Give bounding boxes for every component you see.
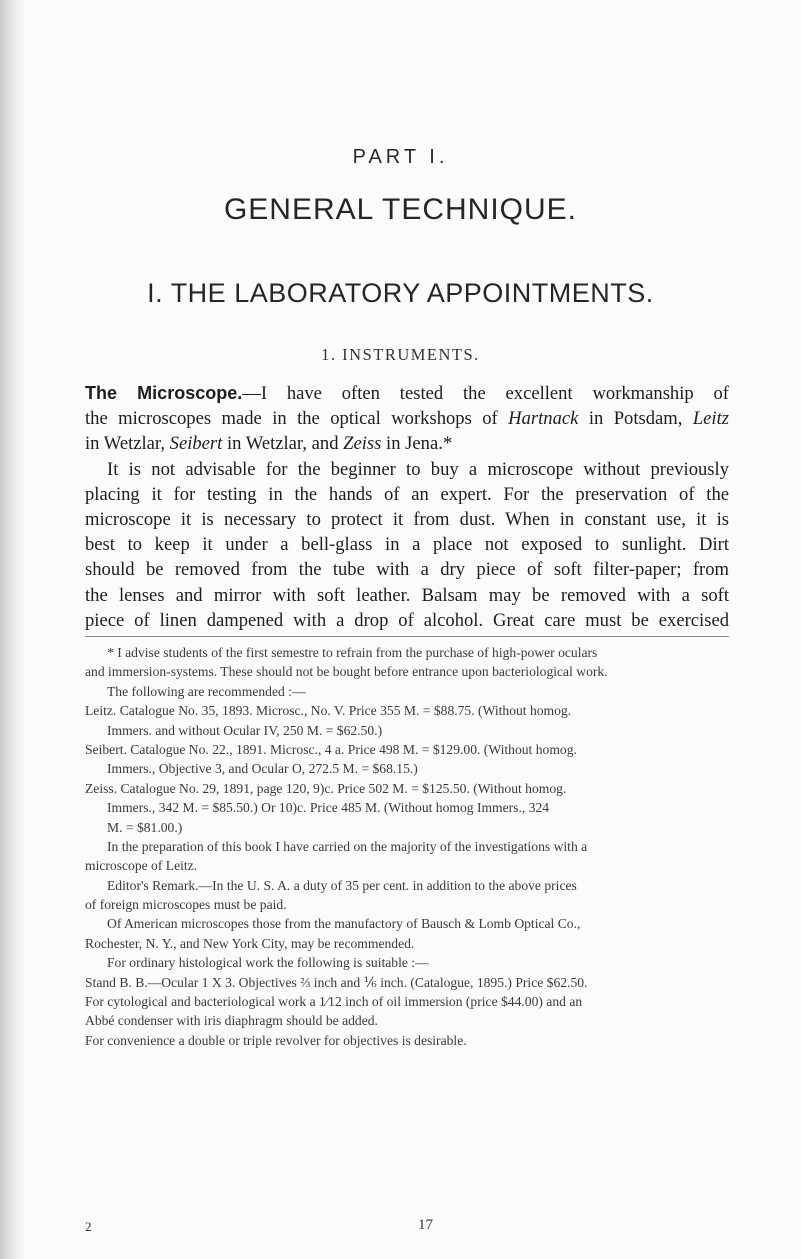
footnote-line: For convenience a double or triple revolver for objectives is desirable. (85, 1032, 467, 1048)
body-line: the lenses and mirror with soft leather. Balsam may be removed with a soft (85, 584, 729, 606)
microscope-heading: The Microscope. (85, 383, 243, 403)
footnote-line: Zeiss. Catalogue No. 29, 1891, page 120, 9)c. Price 502 M. = $125.50. (Without homog. (85, 780, 567, 796)
footnote-line: and immersion-systems. These should not be bought before entrance upon bacteriological work. (85, 664, 608, 680)
footnote-line: Immers. and without Ocular IV, 250 M. = $62.50.) (107, 722, 383, 738)
part-heading: PART I. (352, 146, 449, 168)
footnote-line: Immers., Objective 3, and Ocular O, 272.5 M. = $68.15.) (107, 761, 418, 777)
body-line: It is not advisable for the beginner to buy a microscope without previously (107, 458, 729, 480)
body-line: should be removed from the tube with a dry piece of soft filter-paper; from (85, 559, 729, 581)
body-line: in Wetzlar, Seibert in Wetzlar, and Zeiss in Jena.* (85, 433, 453, 455)
footnote-line: The following are recommended :— (107, 683, 306, 699)
body-line: best to keep it under a bell-glass in a place not exposed to sunlight. Dirt (85, 534, 729, 556)
footnote-line: * I advise students of the first semestre to refrain from the purchase of high-power oculars (107, 645, 598, 660)
footnotes (85, 643, 729, 1050)
footnote-line: Of American microscopes those from the manufactory of Bausch & Lomb Optical Co., (107, 916, 581, 932)
footnote-line: Rochester, N. Y., and New York City, may be recommended. (85, 935, 415, 951)
footnote-line: In the preparation of this book I have carried on the majority of the investigations with a (107, 838, 588, 854)
section-heading: 1. INSTRUMENTS. (321, 345, 480, 364)
footnote-line: For ordinary histological work the following is suitable :— (107, 955, 429, 971)
body-line: piece of linen dampened with a drop of alcohol. Great care must be exercised (85, 609, 729, 631)
body-line: placing it for testing in the hands of an expert. For the preservation of the (85, 483, 729, 505)
footnote-line: microscope of Leitz. (85, 858, 198, 874)
footnote-line: For cytological and bacteriological work a 1⁄12 inch of oil immersion (price $44.00) and an (85, 994, 583, 1010)
footnote-line: Immers., 342 M. = $85.50.) Or 10)c. Price 485 M. (Without homog Immers., 324 (107, 800, 550, 816)
footnote-line: Editor's Remark.—In the U. S. A. a duty of 35 per cent. in addition to the above prices (107, 877, 577, 893)
footnote-line: Abbé condenser with iris diaphragm should be added. (85, 1013, 378, 1029)
footnote-rule (85, 636, 729, 637)
footnote-line: Leitz. Catalogue No. 35, 1893. Microsc., No. V. Price 355 M. = $88.75. (Without homog. (85, 703, 572, 719)
book-title: GENERAL TECHNIQUE. (223, 193, 578, 226)
footnote-line: M. = $81.00.) (107, 819, 183, 835)
signature-mark: 2 (85, 1219, 92, 1234)
body-line: microscope it is necessary to protect it from dust. When in constant use, it is (85, 508, 729, 530)
page-number: 17 (418, 1217, 433, 1233)
footnote-line: Stand B. B.—Ocular 1 X 3. Objectives ⅔ inch and ⅙ inch. (Catalogue, 1895.) Price $62.50. (85, 974, 588, 990)
body-line: the microscopes made in the optical workshops of Hartnack in Potsdam, Leitz (85, 408, 729, 430)
chapter-heading: I. THE LABORATORY APPOINTMENTS. (147, 278, 654, 308)
footnote-line: of foreign microscopes must be paid. (85, 897, 287, 913)
footnote-line: Seibert. Catalogue No. 22., 1891. Microsc., 4 a. Price 498 M. = $129.00. (Without homog. (85, 741, 577, 757)
body-line: The Microscope.—I have often tested the excellent workmanship of (85, 383, 730, 404)
body-paragraphs (85, 381, 729, 633)
